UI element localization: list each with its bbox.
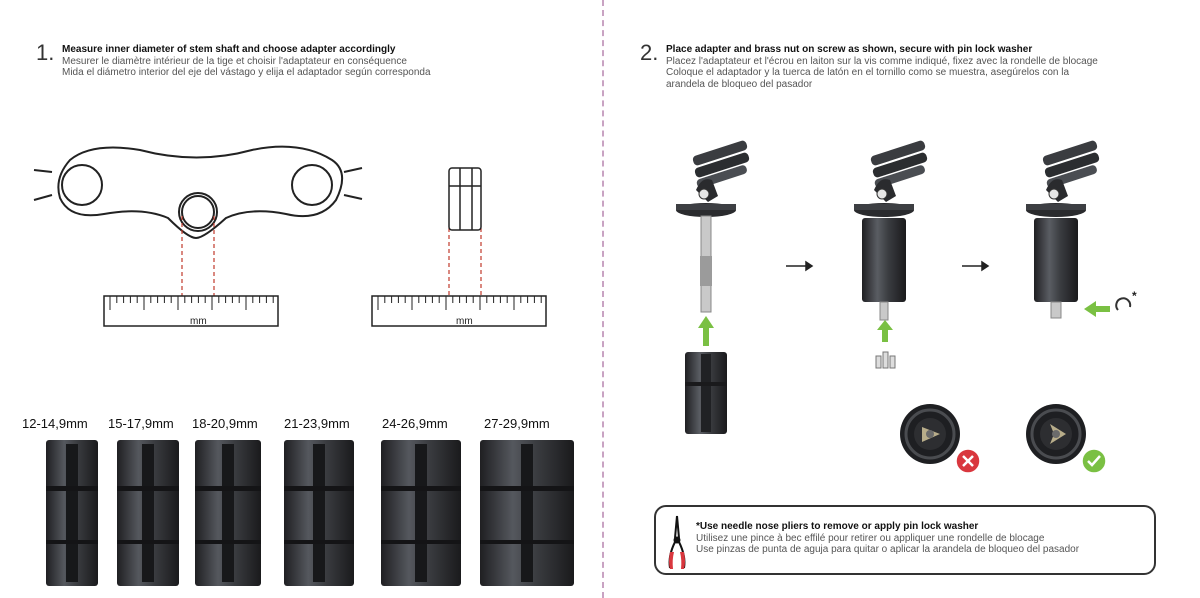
arrow-up-icon [877,320,893,342]
size-label-2: 15-17,9mm [108,416,174,431]
x-mark-icon [956,449,980,473]
size-label-4: 21-23,9mm [284,416,350,431]
size-label-6: 27-29,9mm [484,416,550,431]
check-mark-icon [1082,449,1106,473]
step-1-text-fr: Mesurer le diamètre intérieur de la tige et choisir l'adaptateur en conséquence [62,55,407,67]
arrow-up-icon [698,316,714,346]
note-text-es: Use pinzas de punta de aguja para quitar o aplicar la arandela de bloqueo del pasador [696,544,1080,555]
step-1-text-es: Mida el diámetro interior del eje del vástago y elija el adaptador según corresponda [62,67,431,78]
pliers-note-box [654,505,1156,575]
step-1-number: 1. [36,40,55,65]
step-2-text-es-2: arandela de bloqueo del pasador [666,78,813,90]
ruler-left-label: mm [190,316,207,327]
step-2-text-es-1: Coloque el adaptador y la tuerca de latón en el tornillo como se muestra, asegúrelos con la [666,67,1070,78]
step-2-text-en: Place adapter and brass nut on screw as shown, secure with pin lock washer [666,44,1033,55]
note-text-en: *Use needle nose pliers to remove or apply pin lock washer [696,521,979,532]
assembly-stage-2 [854,140,928,320]
pliers-icon [662,512,692,572]
size-label-3: 18-20,9mm [192,416,258,431]
pliers-note-text [696,521,1079,556]
washer-icon [1116,298,1130,310]
ruler-right-label: mm [456,316,473,327]
arrow-right-icon [786,262,812,270]
step-2-text-fr: Placez l'adaptateur et l'écrou en laiton sur la vis comme indiqué, fixez avec la rondelle de blocage [666,55,1098,67]
arrow-right-icon [962,262,988,270]
size-label-5: 24-26,9mm [382,416,448,431]
washer-correct-image [1026,404,1086,464]
arrow-left-icon [1084,301,1110,317]
brass-nut-image [876,352,895,368]
size-label-1: 12-14,9mm [22,416,88,431]
assembly-stage-3 [1026,140,1100,318]
assembly-stage-1 [676,140,750,312]
adapter-part-image [685,352,727,434]
note-text-fr: Utilisez une pince à bec effilé pour retirer ou appliquer une rondelle de blocage [696,532,1045,544]
washer-wrong-image [900,404,960,464]
step-2-number: 2. [640,40,659,65]
step-1-text-en: Measure inner diameter of stem shaft and choose adapter accordingly [62,44,396,55]
asterisk-mark: * [1132,289,1137,303]
